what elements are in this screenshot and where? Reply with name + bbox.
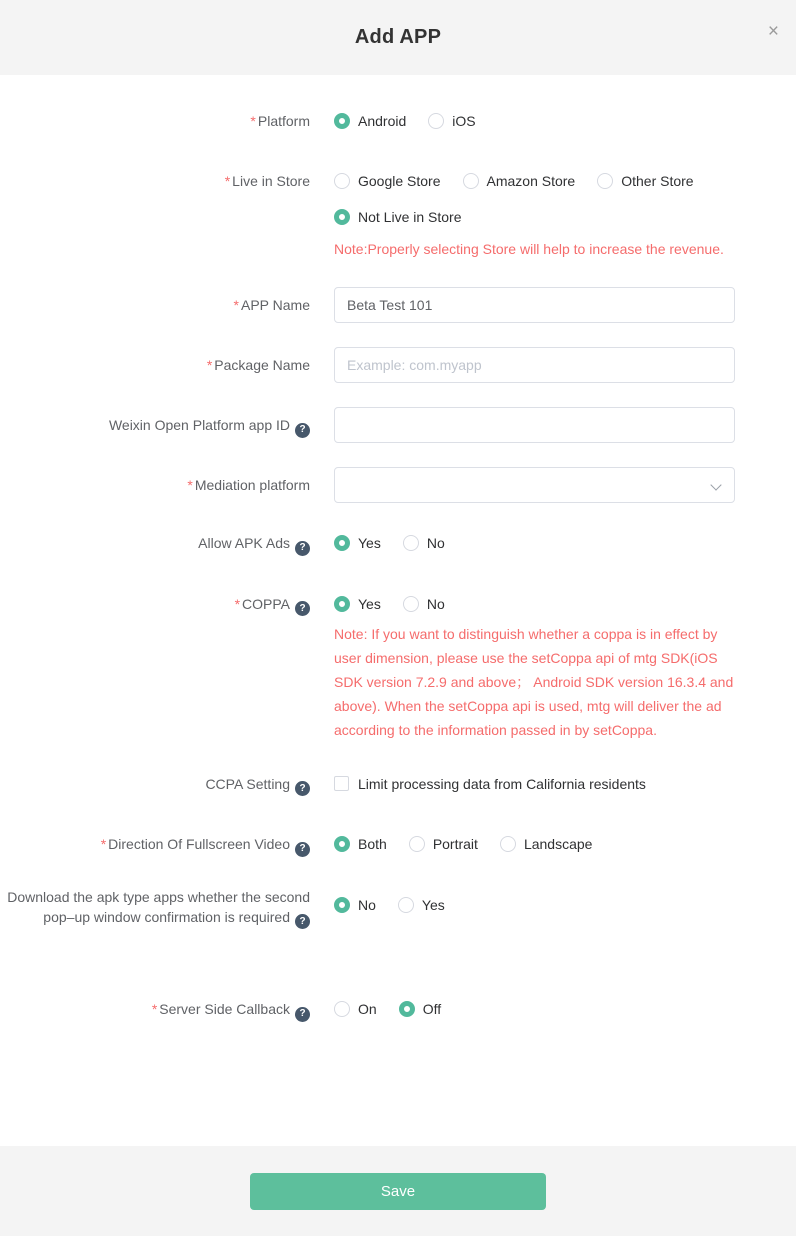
field-server-side-callback <box>0 997 796 1022</box>
app-name-input[interactable] <box>334 287 735 323</box>
mediation-platform-label: * Mediation platform <box>187 477 310 493</box>
package-name-input[interactable] <box>334 347 735 383</box>
dialog-header <box>0 0 796 75</box>
help-icon[interactable]: ? <box>295 601 310 616</box>
radio-icon <box>334 1001 350 1017</box>
store-option-amazon[interactable]: Amazon Store <box>463 173 576 189</box>
required-asterisk: * <box>250 113 256 129</box>
store-option-not-live[interactable]: Not Live in Store <box>334 209 462 225</box>
required-asterisk: * <box>187 477 193 493</box>
store-note: Note:Properly selecting Store will help to increase the revenue. <box>334 241 724 257</box>
ccpa-checkbox-label: Limit processing data from California residents <box>358 775 646 792</box>
radio-icon <box>334 836 350 852</box>
allow-apk-ads-label: Allow APK Ads ? <box>0 531 310 556</box>
coppa-option-no[interactable]: No <box>403 596 445 612</box>
radio-icon <box>428 113 444 129</box>
dialog-footer <box>0 1146 796 1236</box>
dialog-body <box>0 75 796 1146</box>
callback-option-on[interactable]: On <box>334 1001 377 1017</box>
apk-confirmation-option-no[interactable]: No <box>334 897 376 913</box>
field-fullscreen-direction <box>0 832 796 857</box>
direction-option-landscape[interactable]: Landscape <box>500 836 593 852</box>
app-name-label: * APP Name <box>233 297 310 313</box>
callback-option-off[interactable]: Off <box>399 1001 441 1017</box>
fullscreen-direction-label: * Direction Of Fullscreen Video ? <box>0 832 310 857</box>
checkbox-icon <box>334 776 349 791</box>
field-app-name <box>0 287 796 323</box>
allow-apk-ads-option-no[interactable]: No <box>403 535 445 551</box>
ccpa-setting-label: CCPA Setting ? <box>0 772 310 797</box>
platform-label: * Platform <box>250 113 310 129</box>
radio-icon <box>403 535 419 551</box>
radio-icon <box>334 113 350 129</box>
radio-icon <box>334 596 350 612</box>
required-asterisk: * <box>151 1001 158 1017</box>
field-allow-apk-ads <box>0 531 796 556</box>
weixin-app-id-label: Weixin Open Platform app ID ? <box>0 407 310 443</box>
field-coppa <box>0 592 796 742</box>
apk-confirmation-option-yes[interactable]: Yes <box>398 897 445 913</box>
required-asterisk: * <box>100 836 107 852</box>
required-asterisk: * <box>206 357 213 373</box>
radio-icon <box>334 897 350 913</box>
ccpa-checkbox[interactable] <box>334 772 646 796</box>
help-icon[interactable]: ? <box>295 781 310 796</box>
help-icon[interactable]: ? <box>295 914 310 929</box>
save-button[interactable]: Save <box>250 1173 546 1210</box>
allow-apk-ads-option-yes[interactable]: Yes <box>334 535 381 551</box>
radio-icon <box>500 836 516 852</box>
radio-icon <box>597 173 613 189</box>
field-live-in-store <box>0 169 796 261</box>
live-in-store-label: * Live in Store <box>224 173 310 189</box>
field-ccpa-setting <box>0 772 796 797</box>
weixin-app-id-input[interactable] <box>334 407 735 443</box>
field-platform <box>0 109 796 133</box>
platform-option-ios[interactable]: iOS <box>428 113 475 129</box>
help-icon[interactable]: ? <box>295 842 310 857</box>
help-icon[interactable]: ? <box>295 1007 310 1022</box>
radio-icon <box>334 173 350 189</box>
field-apk-confirmation <box>0 885 796 930</box>
store-option-other[interactable]: Other Store <box>597 173 693 189</box>
radio-icon <box>409 836 425 852</box>
required-asterisk: * <box>224 173 231 189</box>
radio-icon <box>334 209 350 225</box>
coppa-note: Note: If you want to distinguish whether a coppa is in effect by user dimension, please use the setCoppa api of mtg SDK(iOS SDK version 7.2.9 and above； Android SDK version 16.3.4 and above). When the setCoppa api is used, mtg will deliver the ad according to the information passed in by setCoppa. <box>334 625 734 738</box>
close-icon[interactable]: × <box>767 21 779 42</box>
dialog-title: Add APP <box>354 26 442 48</box>
direction-option-portrait[interactable]: Portrait <box>409 836 478 852</box>
radio-icon <box>334 535 350 551</box>
radio-icon <box>399 1001 415 1017</box>
field-weixin-app-id <box>0 407 796 443</box>
server-side-callback-label: * Server Side Callback ? <box>0 997 310 1022</box>
store-option-google[interactable]: Google Store <box>334 173 441 189</box>
help-icon[interactable]: ? <box>295 541 310 556</box>
radio-icon <box>398 897 414 913</box>
mediation-platform-select[interactable] <box>334 467 735 503</box>
help-icon[interactable]: ? <box>295 423 310 438</box>
required-asterisk: * <box>234 595 241 612</box>
direction-option-both[interactable]: Both <box>334 836 387 852</box>
required-asterisk: * <box>233 297 239 313</box>
field-package-name <box>0 347 796 383</box>
platform-option-android[interactable]: Android <box>334 113 406 129</box>
radio-icon <box>463 173 479 189</box>
apk-confirmation-label: Download the apk type apps whether the second pop–up window confirmation is required ? <box>0 885 310 930</box>
chevron-down-icon <box>710 479 721 490</box>
coppa-label: * COPPA ? <box>0 592 310 742</box>
package-name-label: * Package Name <box>206 357 310 373</box>
radio-icon <box>403 596 419 612</box>
field-mediation-platform <box>0 467 796 503</box>
coppa-option-yes[interactable]: Yes <box>334 596 381 612</box>
